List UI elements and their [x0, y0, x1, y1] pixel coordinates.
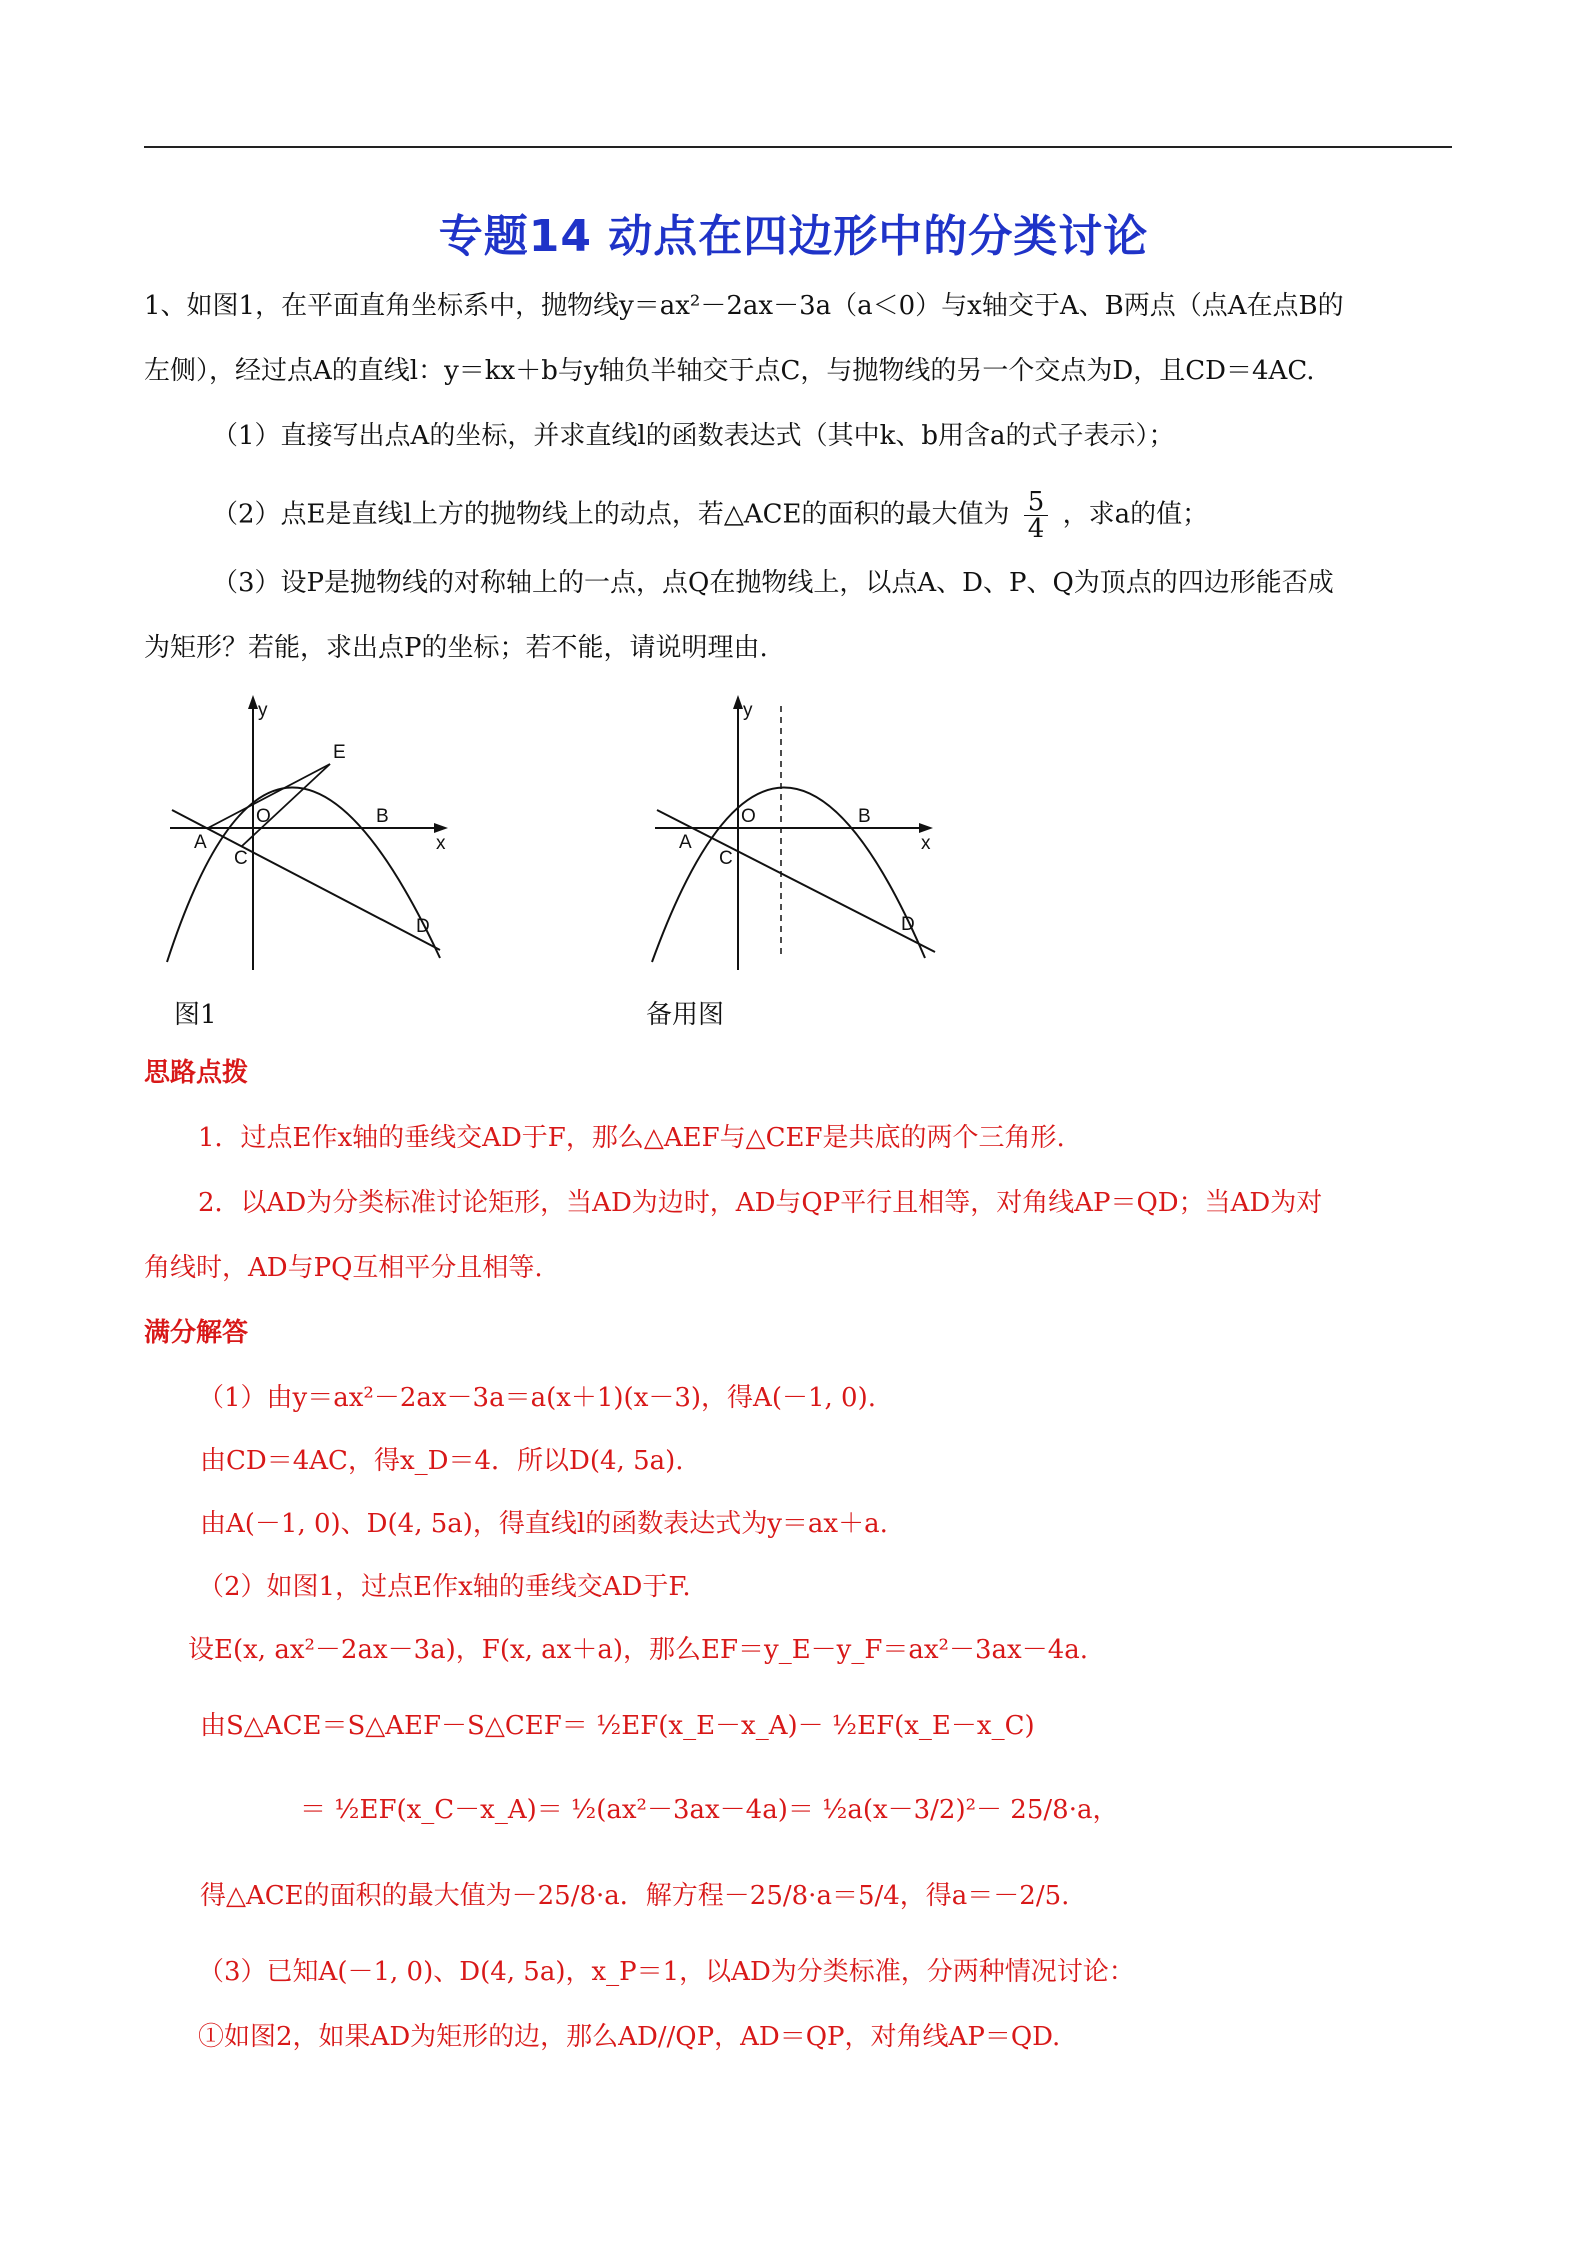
solution-step-9: （3）已知A(－1, 0)、D(4, 5a)，x_P＝1，以AD为分类标准，分两种情况讨论：	[198, 1957, 1135, 1987]
figure-backup	[645, 690, 945, 975]
figure-backup-caption: 备用图	[646, 1000, 725, 1030]
solution-step-3: 由A(－1, 0)、D(4, 5a)，得直线l的函数表达式为y＝ax＋a.	[200, 1509, 888, 1539]
x-axis-label: x	[921, 833, 931, 854]
point-b-label: B	[376, 806, 389, 827]
fraction-numerator: 5	[1024, 489, 1049, 516]
page-title: 专题14 动点在四边形中的分类讨论	[438, 211, 1149, 262]
x-axis-label: x	[436, 833, 446, 854]
question-2-end: ，求a的值；	[1062, 499, 1209, 530]
origin-label: O	[741, 806, 756, 827]
question-2	[212, 489, 1208, 542]
point-c-label: C	[234, 848, 248, 869]
solution-step-2: 由CD＝4AC，得x_D＝4．所以D(4, 5a).	[200, 1446, 684, 1476]
top-rule	[144, 146, 1452, 148]
question-2-text: （2）点E是直线l上方的抛物线上的动点，若△ACE的面积的最大值为	[212, 499, 1010, 530]
solution-step-4: （2）如图1，过点E作x轴的垂线交AD于F.	[198, 1572, 691, 1602]
figure-1	[160, 690, 460, 975]
solution-step-8: 得△ACE的面积的最大值为－25/8·a．解方程－25/8·a＝5/4，得a＝－2/5.	[200, 1881, 1070, 1911]
fraction-denominator: 4	[1027, 514, 1045, 544]
y-axis-label: y	[743, 700, 753, 721]
figure-1-caption: 图1	[174, 1000, 217, 1030]
point-a-label: A	[679, 832, 692, 853]
point-c-label: C	[719, 848, 733, 869]
solution-step-6: 由S△ACE＝S△AEF－S△CEF＝ ½EF(x_E－x_A)－ ½EF(x_E－x_C)	[200, 1711, 1035, 1741]
point-e-label: E	[333, 742, 346, 763]
hint-2-line-2: 角线时，AD与PQ互相平分且相等.	[144, 1253, 543, 1283]
solution-step-1: （1）由y＝ax²－2ax－3a＝a(x＋1)(x－3)，得A(－1, 0).	[198, 1383, 876, 1413]
solution-step-5: 设E(x, ax²－2ax－3a)，F(x, ax＋a)，那么EF＝y_E－y_F＝ax²－3ax－4a.	[188, 1635, 1088, 1665]
point-d-label: D	[901, 914, 915, 935]
point-d-label: D	[416, 916, 430, 937]
solution-step-7: ＝ ½EF(x_C－x_A)＝ ½(ax²－3ax－4a)＝ ½a(x－3/2)²－ 25/8·a，	[300, 1795, 1119, 1825]
question-3-line-2: 为矩形？若能，求出点P的坐标；若不能，请说明理由.	[144, 633, 768, 663]
point-a-label: A	[194, 832, 207, 853]
solution-step-10: ①如图2，如果AD为矩形的边，那么AD//QP，AD＝QP，对角线AP＝QD.	[198, 2022, 1061, 2052]
origin-label: O	[256, 806, 271, 827]
hint-1: 1．过点E作x轴的垂线交AD于F，那么△AEF与△CEF是共底的两个三角形.	[198, 1123, 1065, 1153]
question-1: （1）直接写出点A的坐标，并求直线l的函数表达式（其中k、b用含a的式子表示）；	[212, 421, 1175, 451]
hint-2-line-1: 2．以AD为分类标准讨论矩形，当AD为边时，AD与QP平行且相等，对角线AP＝QD；当AD为对	[198, 1188, 1323, 1218]
y-axis-label: y	[258, 700, 268, 721]
fraction-5-4	[1024, 489, 1049, 542]
problem-line-2: 左侧），经过点A的直线l：y＝kx＋b与y轴负半轴交于点C，与抛物线的另一个交点为D，且CD＝4AC.	[144, 356, 1315, 386]
question-3-line-1: （3）设P是抛物线的对称轴上的一点，点Q在抛物线上，以点A、D、P、Q为顶点的四边形能否成	[212, 568, 1334, 598]
point-b-label: B	[858, 806, 871, 827]
hints-heading: 思路点拨	[144, 1058, 249, 1088]
problem-line-1: 1、如图1，在平面直角坐标系中，抛物线y＝ax²－2ax－3a（a＜0）与x轴交于A、B两点（点A在点B的	[144, 291, 1344, 321]
solution-heading: 满分解答	[144, 1318, 249, 1348]
